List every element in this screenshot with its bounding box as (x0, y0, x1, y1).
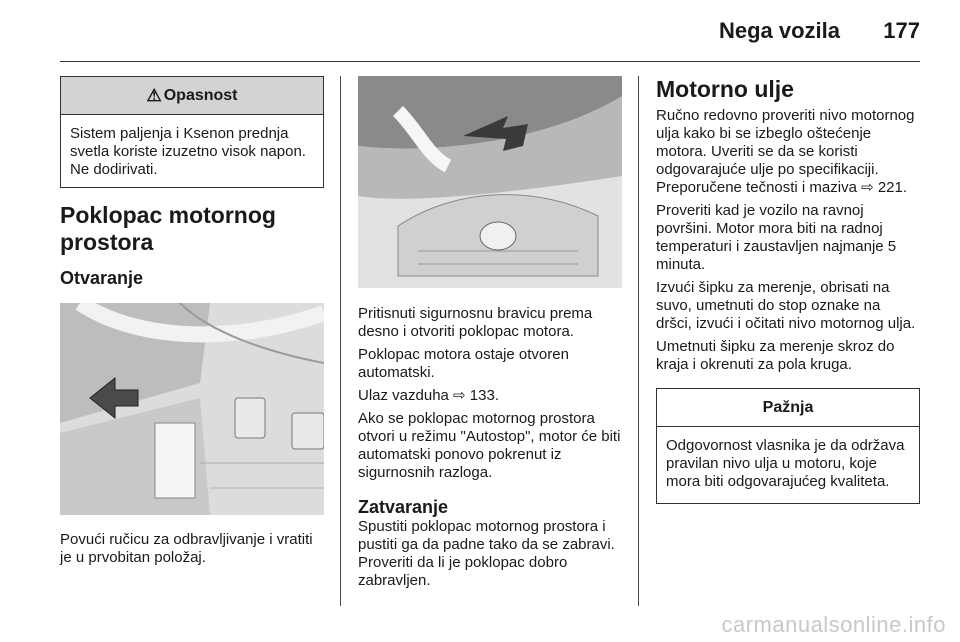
danger-box-header (61, 77, 323, 115)
paragraph-air-intake-ref: Ulaz vazduha ⇨ 133. (358, 387, 499, 404)
section-title: Nega vozila (718, 18, 840, 43)
watermark: carmanualsonline.info (721, 612, 946, 637)
hood-release-lever-illustration (60, 303, 324, 515)
column-right (656, 76, 920, 504)
paragraph-safety-catch: Pritisnuti sigurnosnu bravicu prema desno i otvoriti poklopac motora. (358, 305, 593, 340)
column-divider (638, 76, 639, 606)
subheading-closing: Zatvaranje (358, 497, 449, 517)
hood-opening-illustration (358, 76, 622, 288)
paragraph-hood-stays-open: Poklopac motora ostaje otvoren automatski. (358, 346, 569, 381)
notice-title: Pažnja (762, 398, 814, 416)
lever-caption: Povući ručicu za odbravljivanje i vratiti je u prvobitan položaj. (60, 531, 313, 566)
column-left (60, 76, 324, 567)
paragraph-level-surface: Proveriti kad je vozilo na ravnoj površini. Motor mora biti na radnoj temperaturi i zaustavljen najmanje 5 minuta. (656, 202, 897, 273)
notice-text: Odgovornost vlasnika je da održava pravilan nivo ulja u motoru, koje mora biti odgovarajućeg kvaliteta. (666, 437, 905, 490)
section-heading-engine-oil: Motorno ulje (656, 76, 794, 102)
column-middle (358, 76, 622, 590)
notice-box-header (657, 389, 919, 427)
subheading-opening: Otvaranje (60, 268, 144, 288)
danger-title: Opasnost (163, 86, 238, 104)
section-heading-hood: Poklopac motornog prostora (60, 202, 276, 255)
notice-box (656, 388, 920, 504)
page-header (60, 0, 920, 62)
paragraph-oil-check: Ručno redovno proveriti nivo motornog ulja kako bi se izbeglo oštećenje motora. Uveriti se da se koristi odgovarajuće ulje po specifikaciji. Preporučene tečnosti i maziva ⇨ 221. (656, 107, 915, 196)
paragraph-insert-dipstick: Umetnuti šipku za merenje skroz do kraja i okrenuti za pola kruga. (656, 338, 895, 373)
danger-box (60, 76, 324, 188)
warning-triangle-icon: ⚠ (146, 85, 162, 105)
danger-text: Sistem paljenja i Ksenon prednja svetla koriste izuzetno visok napon. Ne dodirivati. (70, 125, 306, 178)
page-number: 177 (883, 18, 920, 43)
column-divider (340, 76, 341, 606)
paragraph-dipstick: Izvući šipku za merenje, obrisati na suvo, umetnuti do stop oznake na dršci, izvući i očitati nivo motornog ulja. (656, 279, 916, 332)
paragraph-closing: Spustiti poklopac motornog prostora i pustiti ga da padne tako da se zabravi. Proveriti da li je poklopac dobro zabravljen. (358, 518, 615, 589)
paragraph-autostop: Ako se poklopac motornog prostora otvori u režimu "Autostop", motor će biti automatski ponovo pokrenut iz sigurnosnih razloga. (358, 410, 621, 481)
